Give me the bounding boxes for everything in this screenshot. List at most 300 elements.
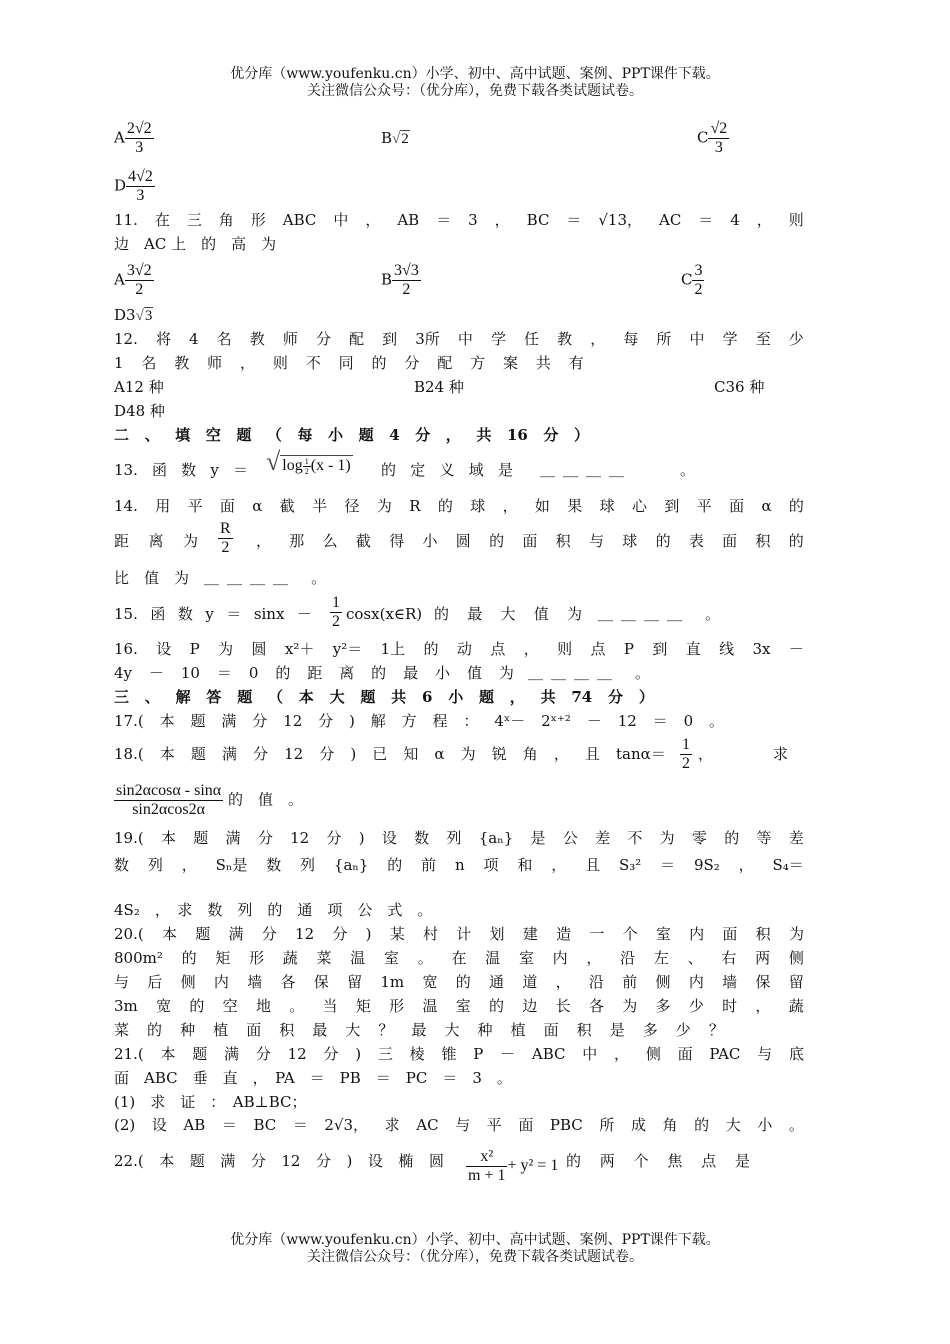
word: 与 (588, 532, 604, 550)
word: 个 (622, 925, 638, 943)
q10-d-fraction: $\frac{4√2}{3}$ (128, 168, 153, 204)
q21-sub-2 (114, 1115, 804, 1135)
word: 函 (152, 461, 168, 479)
word: 直 (685, 640, 701, 658)
word: 12 (284, 745, 304, 763)
word: 面 (543, 1021, 559, 1039)
word: 那 (289, 532, 305, 550)
word: 最 (467, 605, 483, 623)
word: 2ˣ⁺² (541, 712, 571, 730)
word: 分 (543, 426, 559, 444)
word: 三 (377, 1045, 393, 1063)
word: 16. (114, 640, 138, 658)
word: ＝ (652, 712, 668, 730)
word: 义 (439, 461, 455, 479)
word: 如 (534, 497, 550, 515)
q15-fraction: $\frac{1}{2}$ (332, 594, 340, 630)
word: ， (445, 426, 461, 444)
word: 11. (114, 211, 138, 229)
word: 12 (287, 1045, 307, 1063)
word: 平 (696, 497, 712, 515)
word: ， (756, 211, 772, 229)
word: 答 (206, 688, 222, 706)
word: 800m² (114, 949, 163, 967)
word: 种 (477, 1021, 493, 1039)
word: 学 (490, 330, 506, 348)
word: {aₙ} (333, 856, 369, 874)
word: 动 (456, 640, 472, 658)
q14-line-3: 比 值 为 ＿＿＿＿ 。 (114, 569, 327, 587)
word: 3m (114, 997, 138, 1015)
word: 面 (677, 1045, 693, 1063)
word: 名 (141, 354, 157, 372)
q12-option-d: D48 种 (114, 402, 165, 420)
word: 心 (632, 497, 648, 515)
word: 题 (237, 688, 253, 706)
word: 菜 (316, 949, 332, 967)
word: {aₙ} (478, 829, 514, 847)
q13-pre (114, 460, 248, 480)
word: AC (659, 211, 682, 229)
word: 题 (192, 1045, 208, 1063)
word: 积 (576, 1021, 592, 1039)
q21-line-2: 面 ABC 垂 直 ， PA ＝ PB ＝ PC ＝ 3 。 (114, 1069, 512, 1087)
word: 的 (189, 997, 205, 1015)
word: 12 (283, 712, 303, 730)
word: ， (365, 211, 381, 229)
word: 离 (339, 664, 355, 682)
word: 所 (599, 1116, 615, 1134)
word: 面 (518, 1116, 534, 1134)
q15-line: 15. 函 数 y ＝ sinx － $\frac{1}{2}$ cosx(x∈R) 的 最 大 值 为 ＿＿＿＿ 。 (114, 594, 721, 630)
word: 本 (161, 925, 177, 943)
q14-line-2 (114, 520, 804, 564)
word: 分 (332, 925, 348, 943)
word: 内 (552, 949, 568, 967)
word: ， (590, 330, 606, 348)
word: 的 (694, 1116, 710, 1134)
word: tanα＝ (616, 745, 666, 763)
word: 中 (689, 330, 705, 348)
word: 少 (675, 1021, 691, 1039)
word: ， (181, 856, 197, 874)
word: 圆 (251, 640, 267, 658)
q10-option-a: A $\frac{2√2}{3}$ (114, 120, 152, 156)
word: 和 (517, 856, 533, 874)
word: BC (526, 211, 550, 229)
word: 分 (255, 1045, 271, 1063)
word: 墙 (247, 973, 263, 991)
word: － (148, 664, 164, 682)
word: 锥 (441, 1045, 457, 1063)
word: 教 (174, 354, 190, 372)
word: 数 (114, 856, 130, 874)
word: 中 (582, 1045, 598, 1063)
word: 小 (435, 664, 451, 682)
word: 1上 (380, 640, 406, 658)
word: 3所 (415, 330, 440, 348)
word: ， (523, 640, 539, 658)
footer-line-1: 优分库（www.youfenku.cn）小学、初中、高中试题、案例、PPT课件下载。 (230, 1232, 720, 1248)
word: 前 (622, 973, 638, 991)
word: 宽 (422, 973, 438, 991)
word: 球 (470, 497, 486, 515)
word: 本 (160, 829, 176, 847)
word: 的 (423, 640, 439, 658)
word: 当 (322, 997, 338, 1015)
word: ， (551, 856, 567, 874)
word: 2√3， (324, 1116, 369, 1134)
word: ， (586, 949, 602, 967)
q22-line (114, 1148, 804, 1194)
word: 到 (652, 640, 668, 658)
word: ， (555, 973, 571, 991)
word: ？ (708, 1021, 724, 1039)
q20-line-4 (114, 996, 804, 1016)
word: 案 (503, 354, 519, 372)
word: 且 (584, 745, 600, 763)
word: P (623, 640, 634, 658)
word: 右 (721, 949, 737, 967)
word: 内 (689, 925, 705, 943)
word: ， (698, 745, 714, 763)
word: 大 (725, 1116, 741, 1134)
word: 设 (367, 1152, 383, 1170)
word: x²＋ (284, 640, 315, 658)
word: 满 (221, 712, 237, 730)
word: 师 (282, 330, 298, 348)
word: 角 (522, 745, 538, 763)
word: 椭 (398, 1152, 414, 1170)
word: α (252, 497, 263, 515)
word: 角 (218, 211, 234, 229)
word: 数 (414, 829, 430, 847)
word: 各 (588, 997, 604, 1015)
word: 是 (497, 461, 513, 479)
word: 列 (147, 856, 163, 874)
word: 蔬 (282, 949, 298, 967)
q10-option-d: D $\frac{4√2}{3}$ (114, 168, 153, 204)
word: PAC (709, 1045, 741, 1063)
word: 分 (315, 330, 331, 348)
word: 12 (295, 925, 315, 943)
word: 。 (289, 997, 305, 1015)
word: 中 (333, 211, 349, 229)
word: 3x (752, 640, 771, 658)
q16-line-1 (114, 639, 804, 659)
word: AB (397, 211, 420, 229)
word: 任 (524, 330, 540, 348)
q22-ellipse-equation: $\frac{\text{x²}}{m + 1}$ + y² = 1 (468, 1148, 559, 1184)
word: n (455, 856, 465, 874)
word: ) (346, 1152, 353, 1170)
word: 19.( (114, 829, 144, 847)
word: 棱 (409, 1045, 425, 1063)
q11-option-d: D3√3 (114, 306, 153, 324)
word: 共 (540, 688, 556, 706)
word: 积 (279, 1021, 295, 1039)
q14-fraction: $\frac{R}{2}$ (220, 520, 231, 556)
word: 为 (788, 925, 804, 943)
word: 用 (155, 497, 171, 515)
q10-a-fraction: $\frac{2√2}{3}$ (126, 120, 152, 156)
word: 分 (404, 354, 420, 372)
word: ) (355, 1045, 362, 1063)
header-line-1: 优分库（www.youfenku.cn）小学、初中、高中试题、案例、PPT课件下载。 (230, 66, 720, 82)
word: 保 (755, 973, 771, 991)
section-2-heading (114, 425, 589, 445)
word: 分 (323, 1045, 339, 1063)
word: 1m (380, 973, 405, 991)
word: 大 (444, 1021, 460, 1039)
word: 角 (662, 1116, 678, 1134)
word: α (761, 497, 772, 515)
word: 。 (417, 949, 433, 967)
word: ) (358, 829, 365, 847)
word: 长 (555, 997, 571, 1015)
word: ＝ (436, 211, 452, 229)
word: 到 (664, 497, 680, 515)
q20-line-1 (114, 924, 804, 944)
word: R (409, 497, 421, 515)
word: 12 (617, 712, 637, 730)
word: 满 (225, 829, 241, 847)
word: 列 (300, 856, 316, 874)
q17-line (114, 711, 724, 731)
word: P (473, 1045, 484, 1063)
word: 形 (389, 997, 405, 1015)
word: 大 (329, 688, 345, 706)
word: 的 (437, 497, 453, 515)
q10-b-radical: √2 (392, 131, 409, 147)
q12-line-1 (114, 329, 804, 349)
word: 造 (556, 925, 572, 943)
word: 划 (489, 925, 505, 943)
word: 点 (590, 640, 606, 658)
word: 已 (372, 745, 388, 763)
q11-option-b: B $\frac{3√3}{2}$ (381, 262, 419, 298)
word: 道 (522, 973, 538, 991)
word: 室 (518, 949, 534, 967)
word: 墙 (722, 973, 738, 991)
word: － (500, 1045, 516, 1063)
word: 种 (180, 1021, 196, 1039)
word: 分 (252, 712, 268, 730)
word: 形 (250, 211, 266, 229)
word: 得 (389, 532, 405, 550)
word: 各 (280, 973, 296, 991)
q18-fraction: $\frac{1}{2}$ (682, 736, 690, 772)
word: 半 (312, 497, 328, 515)
word: 是 (530, 829, 546, 847)
word: 室 (455, 997, 471, 1015)
word: 表 (688, 532, 704, 550)
word: 某 (389, 925, 405, 943)
word: 在 (154, 211, 170, 229)
word: 教 (557, 330, 573, 348)
word: 室 (384, 949, 400, 967)
word: 两 (599, 1152, 615, 1170)
word: 不 (627, 829, 643, 847)
word: 菜 (114, 1021, 130, 1039)
q12-option-a: A12 种 (114, 378, 164, 396)
word: 分 (315, 1152, 331, 1170)
word: 师 (207, 354, 223, 372)
word: 值 (466, 664, 482, 682)
word: 分 (415, 426, 431, 444)
word: 题 (358, 426, 374, 444)
word: 本 (159, 745, 175, 763)
word: 满 (228, 925, 244, 943)
q18-expression: $\frac{\sin 2\alpha\cos\alpha - \sin\alpha}{\sin 2\alpha\cos 2\alpha}$ (116, 782, 222, 818)
word: BC (253, 1116, 277, 1134)
word: 大 (500, 605, 516, 623)
word: sinx (253, 605, 285, 623)
word: 离 (148, 532, 164, 550)
word: 配 (437, 354, 453, 372)
word: 共 (476, 426, 492, 444)
word: 题 (236, 426, 252, 444)
word: ， (502, 497, 518, 515)
word: ， (553, 745, 569, 763)
q11-option-a: A $\frac{3√2}{2}$ (114, 262, 152, 298)
word: 共 (535, 354, 551, 372)
word: 数 (181, 461, 197, 479)
word: 少 (788, 330, 804, 348)
word: 多 (655, 997, 671, 1015)
word: 项 (483, 856, 499, 874)
word: 一 (589, 925, 605, 943)
word: 与 (455, 1116, 471, 1134)
word: 距 (114, 532, 130, 550)
word: 成 (630, 1116, 646, 1134)
word: 有 (568, 354, 584, 372)
q20-line-3 (114, 972, 804, 992)
word: 则 (272, 354, 288, 372)
word: 。 (788, 1116, 804, 1134)
word: 为 (659, 829, 675, 847)
word: 6 (421, 688, 433, 706)
word: 多 (642, 1021, 658, 1039)
word: 是 (734, 1152, 750, 1170)
word: 分 (250, 1152, 266, 1170)
word: 分 (257, 829, 273, 847)
header-line-2: 关注微信公众号：（优分库），免费下载各类试题试卷。 (307, 83, 643, 99)
word: ， (614, 1045, 630, 1063)
word: 分 (261, 925, 277, 943)
word: ， (494, 211, 510, 229)
word: 的 (181, 949, 197, 967)
word: 分 (326, 829, 342, 847)
q12-option-c: C36 种 (714, 378, 765, 396)
word: 列 (446, 829, 462, 847)
q16-blank: ＿＿＿＿ (528, 664, 621, 682)
word: 果 (567, 497, 583, 515)
word: 沿 (620, 949, 636, 967)
word: 的 (275, 664, 291, 682)
q13-line: 13. 函 数 y ＝ √ log $\frac{1}{2}$ (x - 1) 的 定 义 域 是 ＿＿＿＿ 。 (114, 447, 696, 479)
word: 20.( (114, 925, 144, 943)
word: 每 (623, 330, 639, 348)
word: 题 (360, 688, 376, 706)
word: ？ (378, 1021, 394, 1039)
word: 分 (318, 712, 334, 730)
word: 与 (114, 973, 130, 991)
page-header (0, 66, 950, 100)
word: 设 (381, 829, 397, 847)
word: 的 (788, 497, 804, 515)
word: 为 (182, 532, 198, 550)
word: 在 (451, 949, 467, 967)
word: 的 (489, 532, 505, 550)
word: 圆 (455, 532, 471, 550)
word: 线 (719, 640, 735, 658)
word: ， (509, 688, 525, 706)
word: 公 (562, 829, 578, 847)
word: 蔬 (788, 997, 804, 1015)
q12-line-2 (114, 353, 584, 373)
word: 。 (708, 712, 724, 730)
word: 到 (382, 330, 398, 348)
word: 0 (683, 712, 694, 730)
word: 前 (421, 856, 437, 874)
word: 形 (249, 949, 265, 967)
word: 值 (533, 605, 549, 623)
q19-line-1 (114, 828, 804, 848)
word: 与 (757, 1045, 773, 1063)
word: 则 (788, 211, 804, 229)
word: 球 (622, 532, 638, 550)
word: 知 (403, 745, 419, 763)
word: ＝ (221, 1116, 237, 1134)
word: 最 (403, 664, 419, 682)
word: ＝ (566, 211, 582, 229)
word: 题 (478, 688, 494, 706)
word: 面 (722, 925, 738, 943)
word: 22.( (114, 1152, 144, 1170)
word: ) (349, 712, 355, 730)
word: 教 (249, 330, 265, 348)
word: √13， (598, 211, 643, 229)
word: α (434, 745, 445, 763)
word: （ (266, 426, 282, 444)
q14-blank: ＿＿＿＿ (204, 569, 297, 587)
word: 村 (423, 925, 439, 943)
word: 为 (218, 640, 234, 658)
word: (2) (114, 1116, 136, 1134)
word: 数 (266, 856, 282, 874)
word: ） (638, 688, 654, 706)
word: 内 (688, 973, 704, 991)
word: 的 (655, 532, 671, 550)
word: 14. (114, 497, 138, 515)
word: 少 (688, 997, 704, 1015)
word: 两 (755, 949, 771, 967)
word: 0 (248, 664, 259, 682)
word: 为 (376, 497, 392, 515)
word: 为 (566, 605, 582, 623)
word: 将 (155, 330, 171, 348)
word: 二 (114, 426, 130, 444)
word: ， (755, 997, 771, 1015)
word: 的 (381, 461, 397, 479)
word: 点 (490, 640, 506, 658)
word: 学 (722, 330, 738, 348)
word: 4 (189, 330, 199, 348)
word: 12 (290, 829, 310, 847)
word: 的 (455, 973, 471, 991)
q13-post (381, 460, 513, 480)
